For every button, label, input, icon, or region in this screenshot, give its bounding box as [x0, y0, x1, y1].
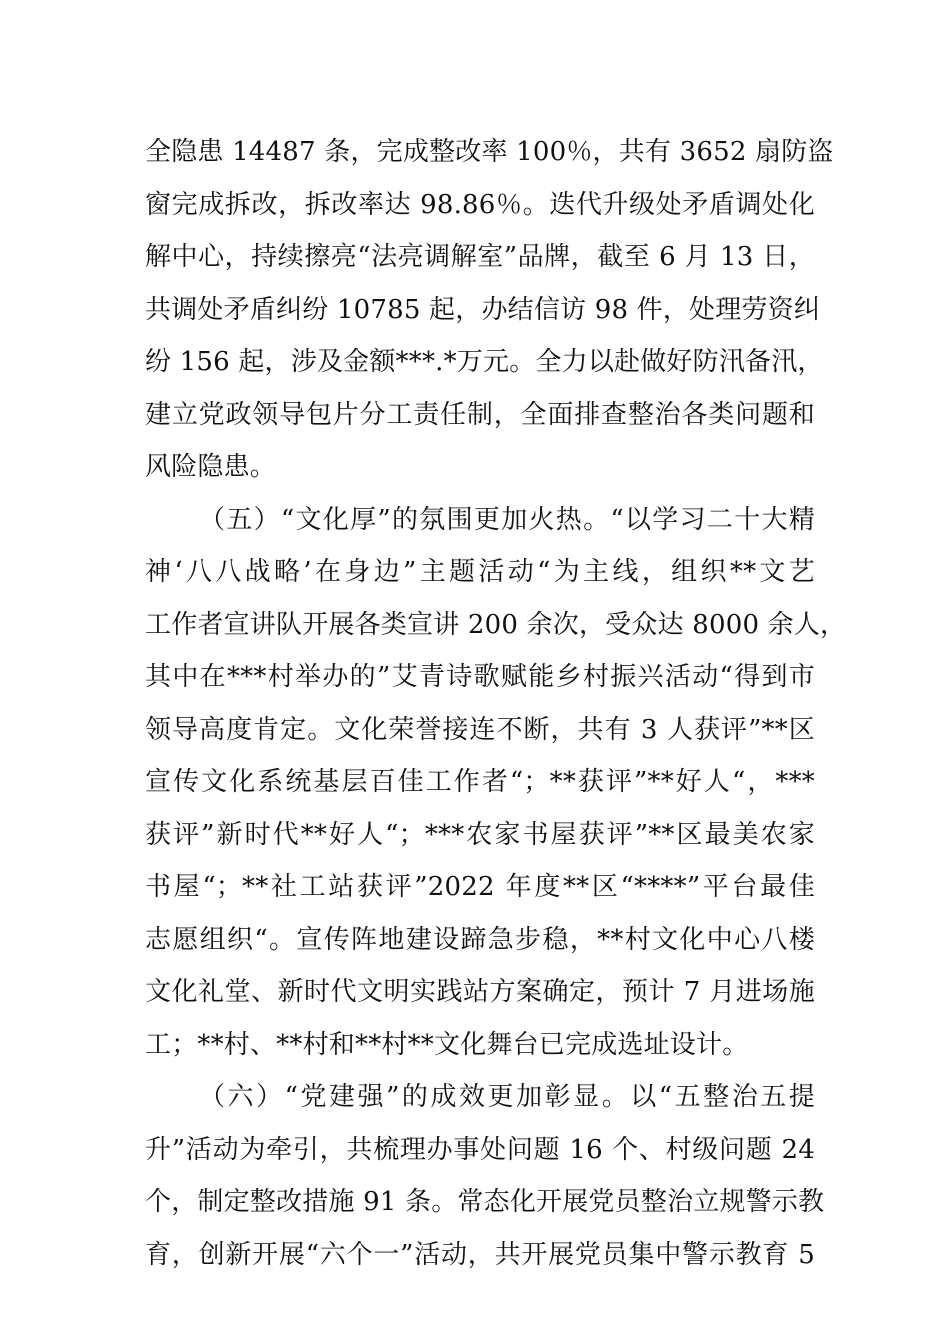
text-line: 书屋“；**社工站获评”2022 年度**区“****”平台最佳 — [145, 872, 815, 902]
text-line: 工；**村、**村和**村**文化舞台已完成选址设计。 — [145, 1029, 749, 1060]
text-line: 窗完成拆改，拆改率达 98.86％。迭代升级处矛盾调处化 — [145, 189, 815, 220]
text-line: 育，创新开展“六个一”活动，共开展党员集中警示教育 5 — [145, 1239, 815, 1270]
text-line: 纷 156 起，涉及金额***.*万元。全力以赴做好防汛备汛， — [145, 347, 824, 377]
text-line: 领导高度肯定。文化荣誉接连不断，共有 3 人获评”**区 — [145, 714, 815, 745]
text-line: 志愿组织“。宣传阵地建设蹄急步稳，**村文化中心八楼 — [145, 924, 815, 955]
paragraph-safety-tail — [145, 126, 834, 494]
text-line: 解中心，持续擦亮“法亮调解室”品牌，截至 6 月 13 日， — [145, 242, 815, 272]
text-line: 宣传文化系统基层百佳工作者“；**获评”**好人“，*** — [145, 767, 815, 797]
text-line: 风险隐患。 — [145, 452, 277, 482]
text-line: 文化礼堂、新时代文明实践站方案确定，预计 7 月进场施 — [145, 977, 815, 1007]
text-line: 神‘八八战略’在身边”主题活动“为主线，组织**文艺 — [145, 557, 815, 587]
text-line: 其中在***村举办的”艾青诗歌赋能乡村振兴活动“得到市 — [145, 662, 815, 692]
document-body — [145, 126, 847, 1281]
text-line: 全隐患 14487 条，完成整改率 100％，共有 3652 扇防盗 — [145, 137, 834, 167]
paragraph-heading-line: （六）“党建强”的成效更加彰显。以“五整治五提 — [199, 1082, 815, 1112]
text-line: 共调处矛盾纠纷 10785 起，办结信访 98 件，处理劳资纠 — [145, 294, 821, 325]
paragraph-culture — [145, 494, 847, 1072]
text-line: 个，制定整改措施 91 条。常态化开展党员整治立规警示教 — [145, 1187, 825, 1217]
text-line: 建立党政领导包片分工责任制，全面排查整治各类问题和 — [145, 399, 815, 430]
text-line: 工作者宣讲队开展各类宣讲 200 余次，受众达 8000 余人， — [145, 609, 847, 640]
paragraph-party-building — [145, 1071, 825, 1281]
text-line: 获评”新时代**好人“；***农家书屋获评”**区最美农家 — [145, 819, 815, 850]
text-line: 升”活动为牵引，共梳理办事处问题 16 个、村级问题 24 — [145, 1134, 815, 1165]
paragraph-heading-line: （五）“文化厚”的氛围更加火热。“以学习二十大精 — [199, 504, 815, 535]
